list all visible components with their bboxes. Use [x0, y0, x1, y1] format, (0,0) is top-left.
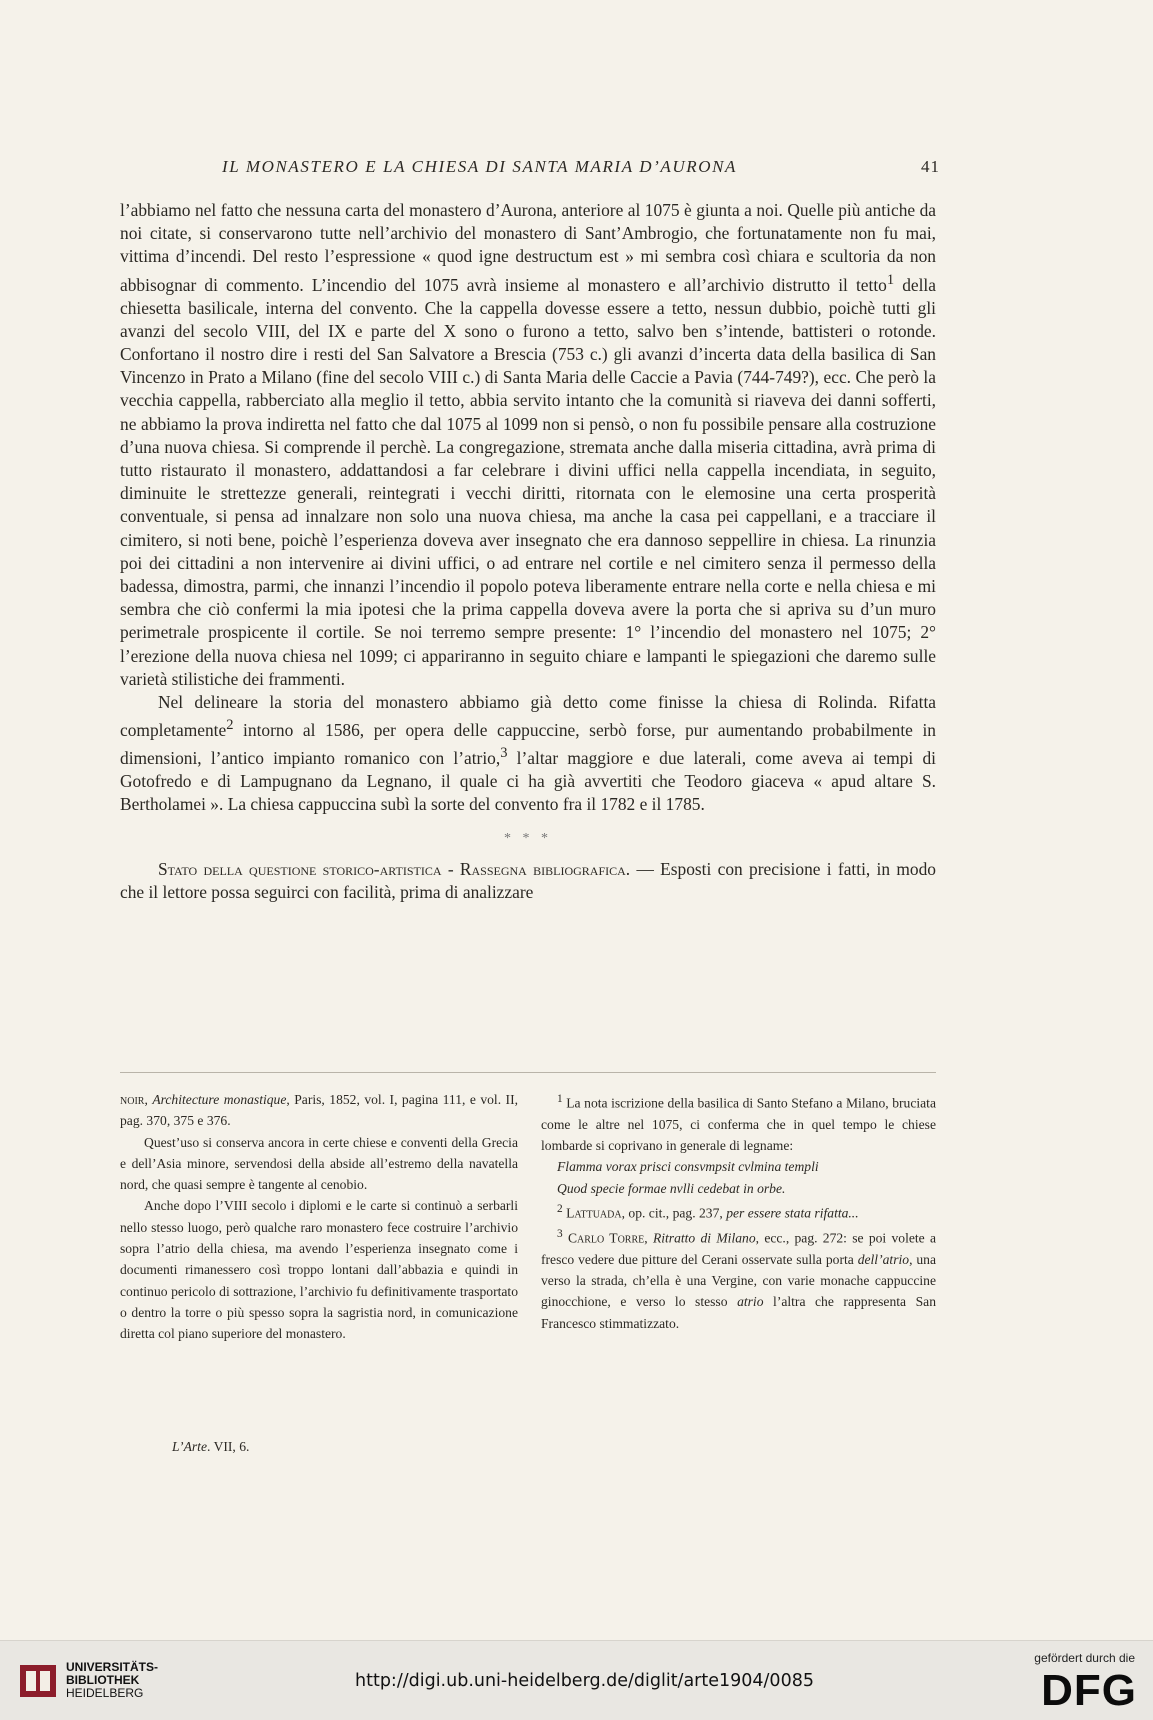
paragraph-2-text-b: intorno al 1586, per opera delle cappuccine, serbò forse, pur aumentando probabilmente in dimensioni, l’antico impianto romanico con l’atrio, [120, 720, 936, 769]
footnote-2 [541, 1199, 936, 1224]
paragraph-2-text-c: l’altar maggiore e due laterali, come aveva ai tempi di Gotofredo e di Lampugnano da Legnano, il quale ci ha già avvertiti che Teodoro giaceva « apud altare S. Bertholamei ». La chiesa cappuccina subì la sorte del convento fra il 1782 e il 1785. [120, 748, 936, 815]
note-continued [120, 1089, 518, 1132]
footnote-text: , ecc., pag. 272: se poi volete a fresco vedere due pitture del Cerani osservate sulla porta [541, 1230, 937, 1267]
note-sep: , [144, 1092, 153, 1107]
library-name-line: HEIDELBERG [66, 1686, 144, 1700]
viewer-footer [0, 1640, 1153, 1720]
footnote-divider [120, 1072, 936, 1073]
footnote-number: 3 [557, 1227, 563, 1240]
note-citation: , Paris, 1852, vol. I, pagina 111, e vol. II, pag. 370, 375 e 376. [120, 1092, 519, 1129]
footnote-3 [541, 1224, 936, 1334]
paragraph-3 [120, 858, 936, 904]
library-name-line: UNIVERSITÄTS- [66, 1660, 159, 1674]
note-work-title: Architecture monastique [152, 1092, 287, 1107]
footnote-citation: , op. cit., pag. 237, [621, 1205, 727, 1221]
footnote-number: 2 [557, 1203, 563, 1216]
inscription-line: Flamma vorax prisci consvmpsit cvlmina templi [557, 1159, 819, 1175]
note-paragraph: Anche dopo l’VIII secolo i diplomi e le carte si continuò a serbarli nello stesso luogo, però qualche raro monastero fece costruire l’archivio sopra l’atrio della chiesa, ma avendo l’esperienza insegnato come i documenti rimanessero così troppo lontani dall’abbazia e quindi in continuo pericolo di sottrazione, l’archivio fu definitivamente trasportato o dentro la torre o più spesso sopra la sagristia nord, in comunicazione diretta col piano superiore del monastero. [120, 1198, 518, 1342]
main-text [120, 199, 936, 904]
section-separator: * * * [504, 830, 552, 846]
funding-caption: gefördert durch die [1034, 1651, 1135, 1665]
inscription-line: Quod specie formae nvlli cedebat in orbe. [557, 1180, 786, 1196]
note-paragraph: Quest’uso si conserva ancora in certe chiese e conventi della Grecia e dell’Asia minore, servendosi della abside all’estremo della navatella nord, che quasi sempre è tangente al cenobio. [120, 1134, 518, 1193]
university-library-logo-icon [16, 1659, 60, 1703]
running-head-title: IL MONASTERO E LA CHIESA DI SANTA MARIA D’AURONA [222, 157, 738, 176]
notes-left-column [120, 1089, 518, 1345]
footnote-ref-2: 2 [226, 717, 234, 734]
footnote-quote: per essere stata rifatta... [726, 1205, 859, 1221]
paragraph-3-text: — Esposti con precisione i fatti, in modo che il lettore possa seguirci con facilità, prima di analizzare [120, 858, 936, 903]
footnote-work-title: Ritratto di Milano [652, 1230, 756, 1246]
footnote-text: La nota iscrizione della basilica di Santo Stefano a Milano, bruciata come le altre nel 1075, ci conferma che in quel tempo le chiese lombarde si coprivano in generale di legname: [541, 1095, 936, 1154]
paragraph-1 [120, 199, 936, 691]
paragraph-1-text-a: l’abbiamo nel fatto che nessuna carta del monastero d’Aurona, anteriore al 1075 è giunta a noi. Quelle più antiche da noi citate, si conservarono tutte nell’archivio del monastero di Sant’Ambrogio, che fortunatamente non fu mai, vittima d’incendi. Del resto l’espressione « quod igne destructum est » mi sembra così chiara e scultoria da non abbisognar di commento. L’incendio del 1075 avrà insieme al monastero e all’archivio distrutto il tetto [120, 200, 936, 295]
paragraph-1-text-b: della chiesetta basilicale, interna del convento. Che la cappella dovesse essere a tetto, nessun dubbio, poichè tutti gli avanzi del secolo VIII, del IX e parte del X sono o furono a tetto, salvo ben s’intende, battisteri o rotonde. Confortano il nostro dire i resti del San Salvatore a Brescia (753 c.) gli avanzi d’incerta data della basilica di San Vincenzo in Prato a Milano (fine del secolo VIII c.) di Santa Maria delle Caccie a Pavia (744-749?), ecc. Che però la vecchia cappella, rabberciato alla meglio il tetto, abbia servito intanto che la comunità si riaveva dei danni sofferti, ne abbiamo la prova indiretta nel fatto che dal 1075 al 1099 non si pensò, o non fu possibile pensare alla costruzione d’una nuova chiesa. Si comprende il perchè. La congregazione, stremata anche dalla miseria cittadina, avrà prima di tutto ristaurato il monastero, addattandosi a far celebrare i divini uffici nella cappella incendiata, in seguito, diminuite le strettezze generali, reintegrati i vecchi diritti, ritornata con le elemosine una certa prosperità conventuale, si pensa ad innalzare non solo una nuova chiesa, ma anche la casa pei cappellani, e a tracciare il cimitero, si noti bene, poichè l’esperienza doveva aver insegnato che era dannoso seppellire in chiesa. La rinunzia poi dei cittadini a non intervenire ai divini uffici, o ad entrare nel cortile e nel cimitero senza il permesso della badessa, dimostra, parmi, che innanzi l’incendio il popolo poteva liberamente entrare nella corte e nella chiesa e mi sembra che ciò confermi la mia ipotesi che la prima cappella doveva avere la porta che si apriva su d’un muro perimetrale prospicente il cortile. Se noi terremo sempre presente: 1° l’incendio del monastero nel 1075; 2° l’erezione della nuova chiesa nel 1099; ci appariranno in seguito chiare e lampanti le spiegazioni che daremo sulle varietà stilistiche dei frammenti. [120, 274, 936, 689]
page-number: 41 [921, 157, 940, 176]
footnote-1 [541, 1089, 936, 1156]
notes-right-column [541, 1089, 936, 1334]
paragraph-2 [120, 691, 936, 817]
footnote-ref-1: 1 [886, 271, 895, 288]
note-author: noir [120, 1092, 145, 1107]
footnote-emphasis: dell’atrio [857, 1251, 910, 1267]
footnote-number: 1 [557, 1093, 563, 1105]
permalink-url[interactable]: http://digi.ub.uni-heidelberg.de/diglit/arte1904/0085 [355, 1671, 814, 1691]
footnote-sep: , [644, 1230, 653, 1246]
footnote-text: , una verso la strada, ch’ella è una Vergine, con varie monache cappuccine ginocchione, e verso lo stesso [541, 1251, 936, 1310]
footnote-ref-3: 3 [500, 745, 508, 762]
footnote-author: Carlo Torre [567, 1230, 645, 1246]
journal-name: L’Arte [172, 1439, 207, 1454]
journal-imprint: L’Arte. VII, 6. [172, 1439, 250, 1454]
university-library-name [66, 1661, 158, 1700]
journal-volume: VII, 6. [213, 1439, 250, 1454]
library-name-line: BIBLIOTHEK [66, 1673, 140, 1687]
section-heading: Stato della questione storico-artistica - Rassegna bibliografica. [158, 858, 631, 879]
footnote-author: Lattuada [566, 1205, 622, 1221]
paragraph-2-text-a: Nel delineare la storia del monastero abbiamo già detto come finisse la chiesa di Rolinda. Rifatta completamente [120, 692, 936, 741]
footnote-text: l’altra che rappresenta San Francesco stimmatizzato. [541, 1294, 937, 1331]
dfg-logo: DFG [1041, 1666, 1137, 1715]
footnote-emphasis: atrio [737, 1294, 764, 1310]
